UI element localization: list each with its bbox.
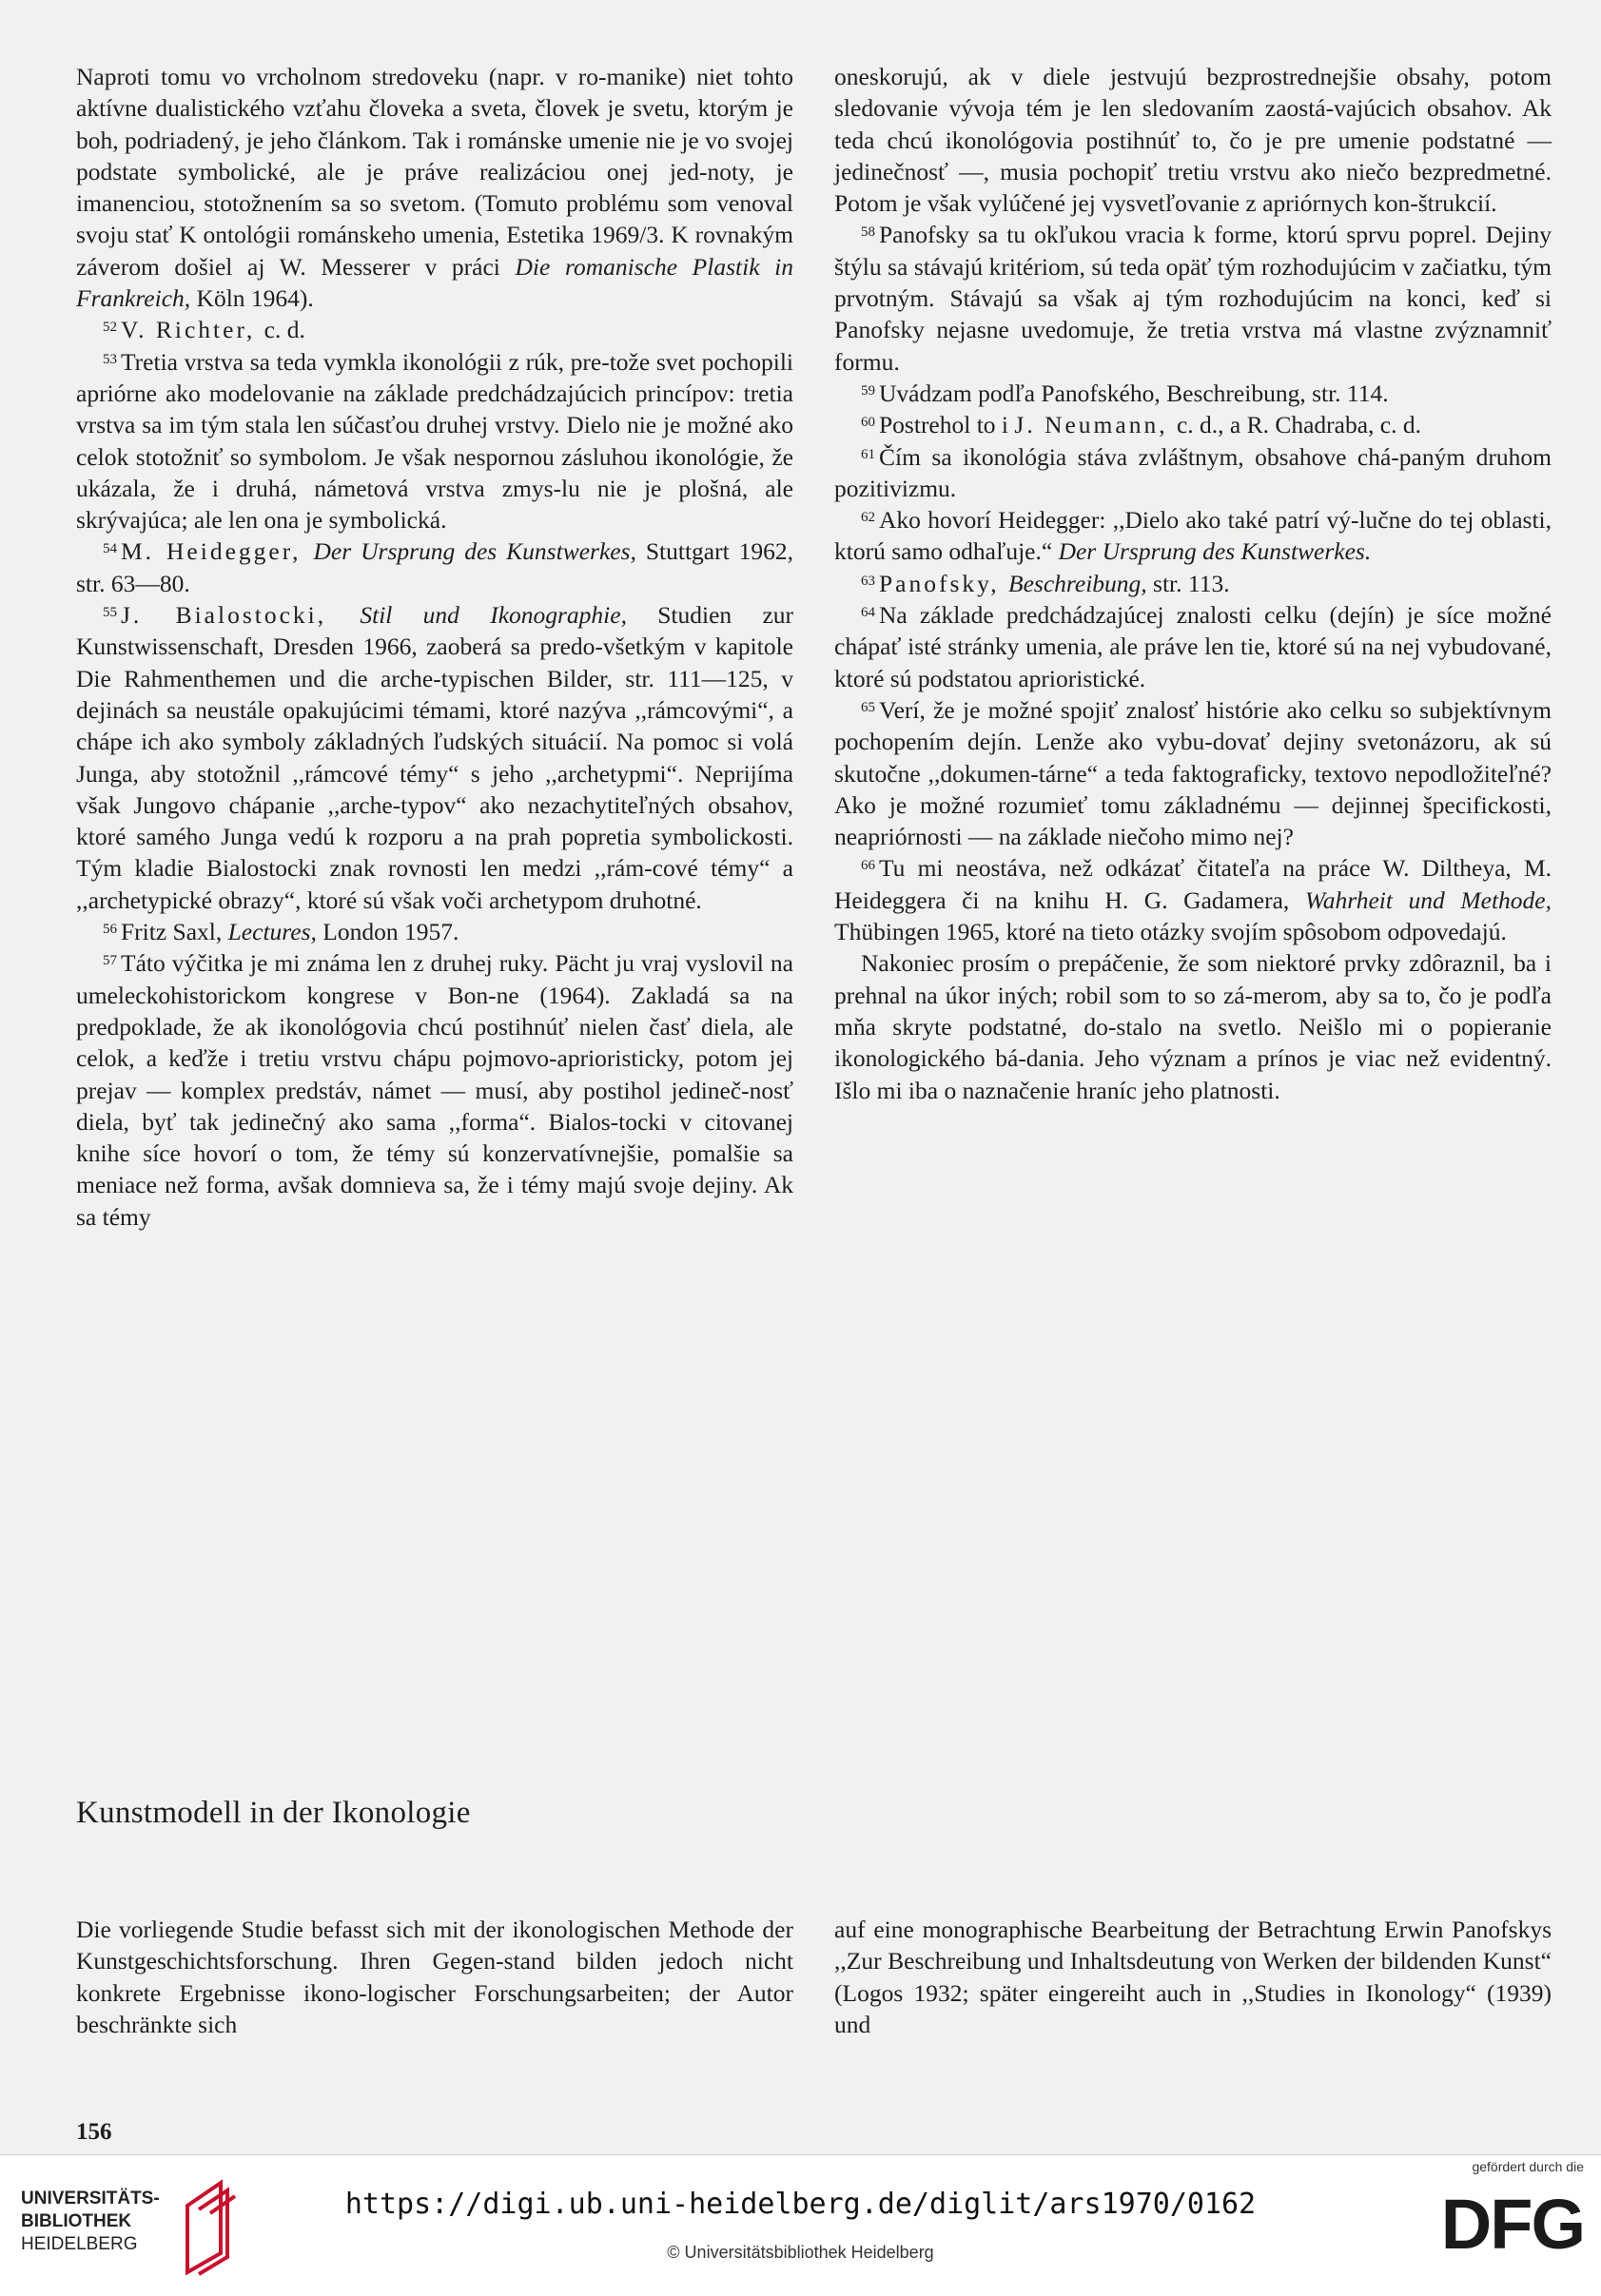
document-url-link[interactable]: https://digi.ub.uni-heidelberg.de/diglit/ars1970/0162: [344, 2188, 1257, 2221]
footnote-59: $^{59}$ Uvádzam podľa Panofského, Beschreibung, str. 114.: [861, 379, 1389, 407]
footnote-65: $^{65}$ Verí, že je možné spojiť znalosť histórie ako celku so subjektívnym pochopením dejín. Lenže ako vybu-dovať dejiny svetonázoru, ak sú skutočne ,,dokumen-tárne“ a teda faktograficky, textovo nepodložiteľné? Ako je možné rozumieť tomu základnému — dejinnej špecifickosti, neapriórnosti — na základe niečoho mimo nej?: [834, 695, 1552, 851]
footnote-64: $^{64}$ Na základe predchádzajúcej znalosti celku (dejín) je síce možné chápať isté stránky umenia, ale práve len tie, ktoré sú na nej vybudované, ktoré sú podstatou aprioristické.: [834, 601, 1552, 692]
continued-paragraph: Naproti tomu vo vrcholnom stredoveku (napr. v ro-manike) niet tohto aktívne dualistického vzťahu človeka a sveta, človek je svetu, ktorým je boh, podriadený, je jeho článkom. Tak i románske umenie nie je vo svojej podstate symbolické, ale je práve realizáciou onej jed-noty, je imanenciou, stotožnením sa so svetom. (Tomuto problému som venoval svoju stať K ontológii románskeho umenia, Estetika 1969/3. K rovnakým záverom došiel aj W. Messerer v práci Die romanische Plastik in Frankreich, Köln 1964).: [76, 63, 793, 313]
author-name: J. Neumann,: [1014, 411, 1177, 439]
author-name: V. Richter,: [121, 316, 264, 344]
right-text-column: [834, 61, 1552, 1106]
footnote-number: 58: [861, 224, 875, 241]
footnote-number: 63: [861, 573, 875, 589]
footnote-number: 64: [861, 605, 875, 621]
footnote-53: $^{53}$ Tretia vrstva sa teda vymkla ikonológii z rúk, pre-tože svet pochopili apriórne ako modelovanie na základe predchádzajúcich princípov: tretia vrstva sa im tým stala len súčasťou druhej vrstvy. Dielo nie je možné ako celok stotožniť so symbolom. Je však nespornou zásluhou ikonológie, že ukázala, že i druhá, námetová vrstva zmys-lu nie je plošná, ale skrývajúca; ale len ona je symbolická.: [76, 347, 793, 535]
footnote-number: 54: [103, 541, 117, 557]
footnote-number: 62: [861, 510, 875, 526]
footnote-66: $^{66}$ Tu mi neostáva, než odkázať čitateľa na práce W. Diltheya, M. Heideggera či na knihu H. G. Gadamera, Wahrheit und Methode, Thübingen 1965, ktoré na tieto otázky svojím spôsobom odpovedajú.: [834, 854, 1552, 946]
footnote-56: $^{56}$ Fritz Saxl, Lectures, London 1957.: [103, 918, 459, 946]
section-heading: Kunstmodell in der Ikonologie: [76, 1796, 471, 1830]
footnote-number: 55: [103, 605, 117, 621]
library-name-line-1: UNIVERSITÄTS-: [21, 2189, 160, 2208]
left-text-column: [76, 61, 793, 1233]
footnote-54: $^{54}$ M. Heidegger, Der Ursprung des Kunstwerkes, Stuttgart 1962, str. 63—80.: [76, 537, 793, 597]
footnote-number: 65: [861, 699, 875, 715]
title-citation: Stil und Ikonographie,: [360, 601, 627, 630]
continued-paragraph: oneskorujú, ak v diele jestvujú bezprostrednejšie obsahy, potom sledovanie vývoja tém je len sledovaním zaostá-vajúcich obsahov. Ak teda chcú ikonológovia postihnúť to, čo je pre umenie podstatné — jedinečnosť —, musia pochopiť tretiu vrstvu ako niečo bezpredmetné. Potom je však vylúčené jej vysvetľovanie z apriórnych kon-štrukcií.: [834, 63, 1552, 218]
footnote-58: $^{58}$ Panofsky sa tu okľukou vracia k forme, ktorú sprvu poprel. Dejiny štýlu sa stávajú kritériom, sú teda opäť tým rozhodujúcim v začiatku, tým prvotným. Stávajú sa však aj tým rozhodujúcim na konci, keď si Panofsky nejasne uvedomuje, že tretia vrstva má vlastne zvýznamniť formu.: [834, 221, 1552, 376]
dfg-logo[interactable]: [1422, 2159, 1584, 2283]
footnote-number: 66: [861, 858, 875, 874]
dfg-caption: gefördert durch die: [1472, 2159, 1584, 2174]
summary-right-column: auf eine monographische Bearbeitung der Betrachtung Erwin Panofskys ,,Zur Beschreibung und Inhaltsdeutung von Werken der bildenden Kunst“ (Logos 1932; später eingereiht auch in ,,Studies in Ikonology“ (1939) und: [834, 1916, 1552, 2038]
author-name: J. Bialostocki,: [121, 601, 361, 630]
footnote-number: 57: [103, 953, 117, 969]
author-name: M. Heidegger,: [121, 537, 314, 566]
footnote-number: 59: [861, 382, 875, 399]
title-citation: Der Ursprung des Kunstwerkes.: [1058, 537, 1372, 566]
footnote-60: $^{60}$ Postrehol to i J. Neumann, c. d., a R. Chadraba, c. d.: [861, 411, 1421, 439]
footnote-number: 56: [103, 922, 117, 938]
title-citation: Der Ursprung des Kunstwerkes,: [313, 537, 636, 566]
dfg-wordmark: DFG: [1440, 2185, 1584, 2264]
footnote-62: $^{62}$ Ako hovorí Heidegger: ,,Dielo ako také patrí vý-lučne do tej oblasti, ktorú samo odhaľuje.“ Der Ursprung des Kunstwerkes.: [834, 506, 1552, 566]
closing-paragraph: Nakoniec prosím o prepáčenie, že som niektoré prvky zdôraznil, ba i prehnal na úkor iných; robil som to so zá-merom, aby sa to, čo je podľa mňa skryte podstatné, do-stalo na svetlo. Neišlo mi o popieranie ikonologického bá-dania. Jeho význam a prínos je viac než evidentný. Išlo mi iba o naznačenie hraníc jeho platnosti.: [834, 949, 1552, 1104]
footnote-52: $^{52}$ V. Richter, c. d.: [103, 316, 305, 344]
library-name-line-2: BIBLIOTHEK: [21, 2211, 132, 2231]
title-citation: Wahrheit und Methode,: [1304, 885, 1552, 914]
footnote-63: $^{63}$ Panofsky, Beschreibung, str. 113.: [861, 569, 1230, 597]
title-citation: Die romanische Plastik in Frankreich,: [76, 252, 793, 313]
title-citation: Lectures,: [227, 918, 317, 946]
footnote-number: 52: [103, 320, 117, 336]
summary-left-column: Die vorliegende Studie befasst sich mit der ikonologischen Methode der Kunstgeschichtsforschung. Ihren Gegen-stand bilden jedoch nicht konkrete Ergebnisse ikono-logischer Forschungsarbeiten; der Autor beschränkte sich: [76, 1916, 793, 2038]
footnote-55: $^{55}$ J. Bialostocki, Stil und Ikonographie, Studien zur Kunstwissenschaft, Dresden 1966, zaoberá sa predo-všetkým v kapitole Die Rahmenthemen und die arche-typischen Bilder, str. 111—125, v dejinách sa neustále opakujúcimi témami, ktoré nazýva ,,rámcovými“, a chápe ich ako symboly základných ľudských situácií. Na pomoc si volá Junga, aby stotožnil ,,rámcové témy“ s jeho ,,archetypmi“. Neprijíma však Jungovo chápanie ,,arche-typov“ ako nezachytiteľných obsahov, ktoré samého Junga vedú k rozporu a na prah popretia symbolickosti. Tým kladie Bialostocki znak rovnosti len medzi ,,rám-cové témy“ a ,,archetypické obrazy“, ktoré sú však voči archetypom druhotné.: [76, 601, 794, 914]
footnote-number: 60: [861, 415, 875, 431]
footnote-number: 53: [103, 351, 117, 367]
page-number: 156: [76, 2119, 112, 2145]
author-name: Panofsky,: [879, 569, 1009, 597]
footnote-number: 61: [861, 446, 875, 462]
footnote-61: $^{61}$ Čím sa ikonológia stáva zvláštnym, obsahove chá-paným druhom pozitivizmu.: [834, 442, 1552, 502]
library-name-line-3: HEIDELBERG: [21, 2234, 138, 2254]
copyright-notice: © Universitätsbibliothek Heidelberg: [667, 2243, 934, 2262]
title-citation: Beschreibung,: [1008, 569, 1147, 597]
footnote-57: $^{57}$ Táto výčitka je mi známa len z druhej ruky. Pächt ju vraj vyslovil na umeleckohistorickom kongrese v Bon-ne (1964). Zakladá sa na predpoklade, že ak ikonológovia chcú postihnúť nielen časť diela, ale celok, a keďže i tretiu vrstvu chápu pojmovo-aprioristicky, potom jej prejav — komplex predstáv, námet — musí, aby postihol jedineč-nosť diela, byť tak jedinečný ako sama ,,forma“. Bialos-tocki v citovanej knihe síce hovorí o tom, že témy sú konzervatívnejšie, pomalšie sa meniace než forma, avšak domnieva sa, že i témy majú svoje dejiny. Ak sa témy: [76, 949, 793, 1231]
